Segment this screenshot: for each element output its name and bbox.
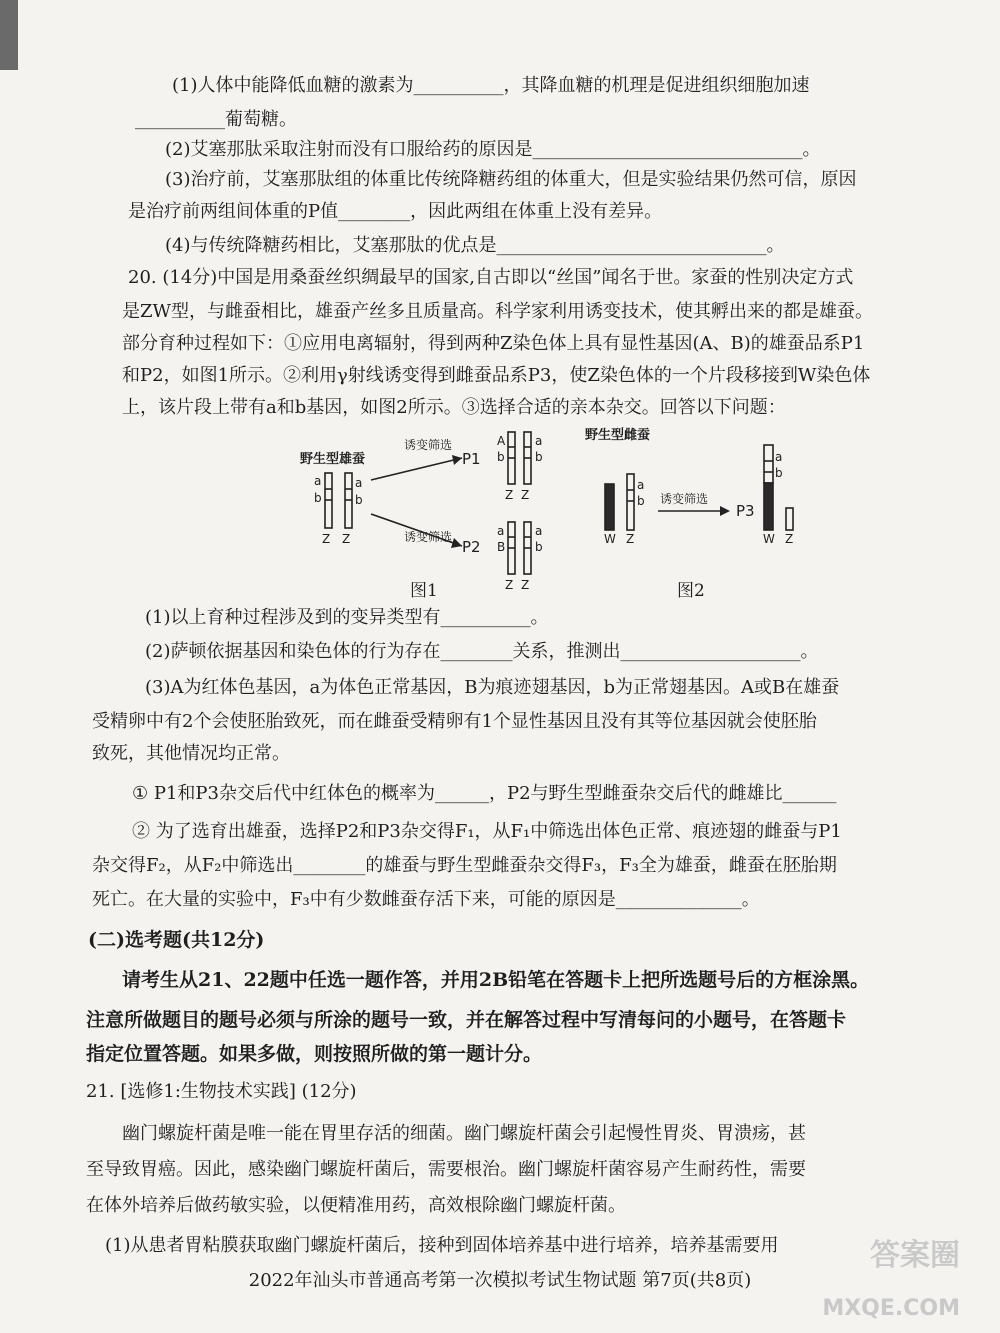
fig2-label-z: Z — [626, 532, 635, 546]
fig1-label-z2: Z — [342, 532, 351, 546]
fig2-label-a: a — [637, 478, 645, 492]
q19-line-4: (3)治疗前，艾塞那肽组的体重比传统降糖药组的体重大，但是实验结果仍然可信，原因 — [165, 169, 857, 190]
watermark-url: MXQE.COM — [822, 1296, 960, 1321]
fig1-p2-z1: Z — [505, 578, 514, 592]
q20b-line-7: ② 为了选育出雄蚕，选择P2和P3杂交得F₁，从F₁中筛选出体色正常、痕迹翅的雌蚕与P1 — [132, 821, 842, 842]
fig1-label-a2: a — [355, 476, 363, 490]
q20b-line-2: (2)萨顿依据基因和染色体的行为存在________关系，推测出____________________。 — [145, 641, 819, 662]
q20b-line-4: 受精卵中有2个会使胚胎致死，而在雌蚕受精卵有1个显性基因且没有其等位基因就会使胚胎 — [92, 711, 817, 732]
q21-line-3: 至导致胃癌。因此，感染幽门螺旋杆菌后，需要根治。幽门螺旋杆菌容易产生耐药性，需要 — [86, 1159, 806, 1180]
section-2-line-1: 请考生从21、22题中任选一题作答，并用2B铅笔在答题卡上把所选题号后的方框涂黑。 — [122, 969, 870, 991]
q20-line-4: 和P2，如图1所示。②利用γ射线诱变得到雌蚕品系P3，使Z染色体的一个片段移接到W染色体 — [122, 365, 871, 386]
fig1-p2-B: B — [497, 540, 506, 554]
fig2-p3-z: Z — [785, 532, 794, 546]
fig2-drawing — [0, 0, 1000, 640]
fig1-label-b2: b — [355, 493, 363, 507]
q19-line-6: (4)与传统降糖药相比，艾塞那肽的优点是______________________________。 — [165, 235, 785, 256]
q20-line-2: 是ZW型，与雌蚕相比，雄蚕产丝多且质量高。科学家利用诱变技术，使其孵出来的都是雄蚕。 — [122, 301, 874, 322]
q19-line-3: (2)艾塞那肽采取注射而没有口服给药的原因是______________________________。 — [165, 139, 821, 160]
fig2-w-chromosome — [605, 484, 614, 530]
fig2-p3-w-chromosome — [764, 483, 773, 530]
q20b-line-9: 死亡。在大量的实验中，F₃中有少数雌蚕存活下来，可能的原因是______________。 — [92, 889, 760, 910]
fig1-p2-a: a — [497, 524, 505, 538]
q20b-line-6: ① P1和P3杂交后代中红体色的概率为______，P2与野生型雌蚕杂交后代的雌雄比______ — [132, 783, 837, 804]
fig1-p2-a2: a — [535, 524, 543, 538]
fig1-label-b: b — [314, 491, 322, 505]
fig1-p1-A: A — [497, 434, 506, 448]
q20-line-3: 部分育种过程如下：①应用电离辐射，得到两种Z染色体上具有显性基因(A、B)的雄蚕品系P1 — [122, 333, 865, 354]
fig1-p1-z1: Z — [505, 488, 514, 502]
fig1-p1-label: P1 — [462, 450, 481, 468]
section-2-heading: (二)选考题(共12分) — [88, 929, 265, 951]
fig2-p3-w: W — [763, 532, 775, 546]
section-2-line-2: 注意所做题目的题号必须与所涂的题号一致，并在解答过程中写清每问的小题号，在答题卡 — [86, 1009, 847, 1031]
q21-line-2: 幽门螺旋杆菌是唯一能在胃里存活的细菌。幽门螺旋杆菌会引起慢性胃炎、胃溃疡，甚 — [122, 1123, 806, 1144]
fig1-title: 野生型雄蚕 — [300, 452, 366, 467]
fig1-arrow-top-label: 诱变筛选 — [404, 438, 453, 452]
fig2-p3-b: b — [775, 466, 783, 480]
fig1-p2-label: P2 — [462, 538, 481, 556]
fig2-p3-a: a — [775, 450, 783, 464]
q20b-line-3: (3)A为红体色基因，a为体色正常基因，B为痕迹翅基因，b为正常翅基因。A或B在雄蚕 — [145, 677, 840, 698]
fig2-p3-label: P3 — [736, 502, 755, 520]
q21-line-4: 在体外培养后做药敏实验，以便精准用药，高效根除幽门螺旋杆菌。 — [86, 1195, 626, 1216]
fig2-label-w: W — [604, 532, 616, 546]
q21-line-5: (1)从患者胃粘膜获取幽门螺旋杆菌后，接种到固体培养基中进行培养，培养基需要用 — [105, 1235, 779, 1256]
q19-line-1: (1)人体中能降低血糖的激素为__________，其降血糖的机理是促进组织细胞加速 — [172, 75, 810, 96]
fig1-label-a: a — [314, 474, 322, 488]
fig2-p3-z-chromosome — [786, 508, 793, 530]
q20b-line-5: 致死，其他情况均正常。 — [92, 743, 290, 764]
fig1-p2-z2: Z — [521, 578, 530, 592]
fig1-p1-b: b — [497, 450, 505, 464]
watermark-logo: 答案圈 — [870, 1238, 960, 1273]
fig1-p1-a: a — [535, 434, 543, 448]
fig1-arrow-bottom-label: 诱变筛选 — [404, 530, 453, 544]
section-2-line-3: 指定位置答题。如果多做，则按照所做的第一题计分。 — [86, 1043, 543, 1065]
fig1-p2-b: b — [535, 540, 543, 554]
fig2-title: 野生型雌蚕 — [585, 428, 651, 443]
fig1-p1-b2: b — [535, 450, 543, 464]
q19-line-5: 是治疗前两组间体重的P值________，因此两组在体重上没有差异。 — [128, 201, 663, 222]
fig1-p1-z2: Z — [521, 488, 530, 502]
q21-line-1: 21. [选修1:生物技术实践] (12分) — [86, 1081, 357, 1102]
q20b-line-8: 杂交得F₂，从F₂中筛选出________的雄蚕与野生型雌蚕杂交得F₃，F₃全为雄蚕，雌蚕在胚胎期 — [92, 855, 837, 876]
q20b-line-1: (1)以上育种过程涉及到的变异类型有__________。 — [145, 607, 549, 628]
fig1-label-z1: Z — [322, 532, 331, 546]
fig2-z-chromosome — [627, 474, 634, 530]
fig1-caption: 图1 — [410, 581, 438, 601]
fig2-arrow-label: 诱变筛选 — [660, 492, 709, 506]
page-footer: 2022年汕头市普通高考第一次模拟考试生物试题 第7页(共8页) — [248, 1270, 752, 1291]
q20-line-1: 20. (14分)中国是用桑蚕丝织绸最早的国家,自古即以“丝国”闻名于世。家蚕的性别决定方式 — [128, 267, 854, 288]
q19-line-2: __________葡萄糖。 — [135, 109, 297, 130]
fig2-caption: 图2 — [677, 581, 705, 601]
fig2-p3-segment — [764, 445, 773, 483]
q20-line-5: 上，该片段上带有a和b基因，如图2所示。③选择合适的亲本杂交。回答以下问题： — [122, 397, 786, 418]
fig2-label-b: b — [637, 494, 645, 508]
